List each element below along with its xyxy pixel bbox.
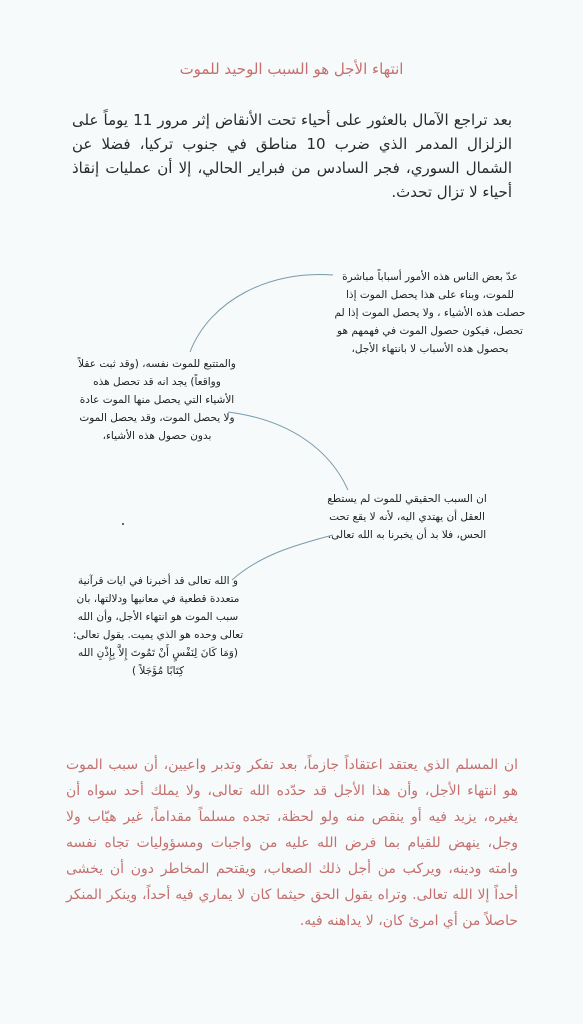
conclusion-paragraph: ان المسلم الذي يعتقد اعتقاداً جازماً، بعد تفكر وتدبر واعيين، أن سبب الموت هو انتهاء الأجل، وأن هذا الأجل قد حدّده الله تعالى، ولا يملك أحد سواه أن يغيره، يزيد فيه أو ينقص منه ولو لحظة، تجده مسلماً مقداماً، غير هيّاب ولا وجل، ينهض للقيام بما فرض الله عليه من واجبات ومسؤوليات تجاه نفسه وامته ودينه، ويركب من أجل ذلك الصعاب، ويقتحم المخاطر دون أن يخشى أحداً إلا الله تعالى. وتراه يقول الحق حيثما كان لا يماري فيه أحداً، وينكر المنكر حاصلاً من أي امرئ كان، لا يداهنه فيه.	[66, 757, 518, 929]
note-cause-belief: عدّ بعض الناس هذه الأمور أسباباً مباشرة للموت، وبناء على هذا يحصل الموت إذا حصلت هذه الأشياء ، ولا يحصل الموت إذا لم تحصل، فيكون حصول الموت في فهمهم هو بحصول هذه الأسباب لا بانتهاء الأجل،	[334, 271, 526, 355]
note-true-cause: ان السبب الحقيقي للموت لم يستطع العقل أن يهتدي اليه، لأنه لا يقع تحت الحس، فلا بد أن يخبرنا به الله تعالى.	[327, 493, 487, 541]
note-observation: والمتتبع للموت نفسه، (وقد ثبت عقلاً وواقعاً) يجد انه قد تحصل هذه الأشياء التي يحصل منها الموت عادة ولا يحصل الموت، وقد يحصل الموت بدون حصول هذه الأشياء،	[78, 358, 236, 442]
connector-line-1	[190, 274, 333, 352]
intro-paragraph: بعد تراجع الآمال بالعثور على أحياء تحت الأنقاض إثر مرور 11 يوماً على الزلزال المدمر الذي ضرب 10 مناطق في جنوب تركيا، فضلا عن الشمال السوري، فجر السادس من فبراير الحالي، إلا أن عمليات إنقاذ أحياء لا تزال تحدث.	[72, 111, 513, 201]
note-quran-verse: و الله تعالى قد أخبرنا في ايات قرآنية متعددة قطعية في معانيها ودلالتها، بان سبب الموت هو انتهاء الأجل، وأن الله تعالى وحده هو الذي يميت. يقول تعالى: (وَمَا كَانَ لِنَفْسٍ أَنْ تَمُوتَ إِلاَّ بِإِذْنِ الله كِتَابًا مُؤَجَلاً )	[72, 575, 244, 677]
stray-dot	[122, 523, 124, 525]
connector-line-2	[228, 412, 348, 490]
page-title: انتهاء الأجل هو السبب الوحيد للموت	[179, 60, 404, 78]
connector-line-3	[232, 535, 333, 580]
